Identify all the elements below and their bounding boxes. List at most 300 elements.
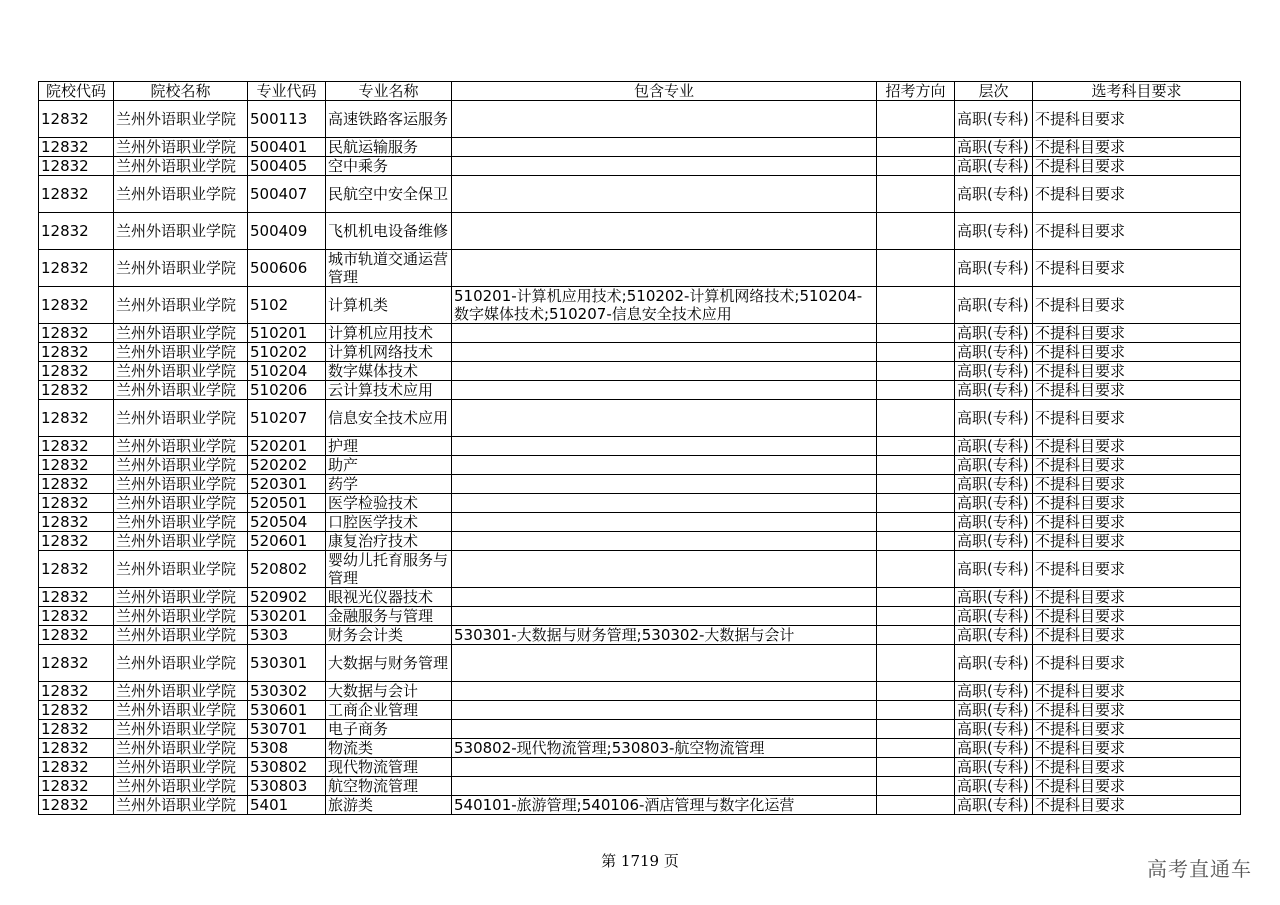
cell-included-majors — [452, 138, 877, 157]
cell-level-text: 高职(专科) — [957, 607, 1029, 625]
cell-school-code-text: 12832 — [41, 682, 89, 700]
cell-school-name — [114, 777, 248, 796]
cell-major-code-text: 510202 — [250, 343, 308, 361]
cell-level — [955, 475, 1033, 494]
cell-school-name-text: 兰州外语职业学院 — [116, 259, 237, 277]
cell-school-name-text: 兰州外语职业学院 — [116, 701, 237, 719]
cell-subject-requirement — [1033, 176, 1241, 213]
cell-subject-requirement-text: 不提科目要求 — [1035, 456, 1126, 474]
cell-level — [955, 157, 1033, 176]
cell-major-code-text: 520601 — [250, 532, 308, 550]
cell-major-name-text: 航空物流管理 — [328, 777, 419, 795]
cell-school-name — [114, 645, 248, 682]
cell-major-name-text: 城市轨道交通运营管理 — [328, 250, 449, 286]
cell-major-code-text: 520504 — [250, 513, 308, 531]
header-row — [39, 82, 1241, 101]
cell-level-text: 高职(专科) — [957, 138, 1029, 156]
cell-included-majors — [452, 157, 877, 176]
cell-included-majors — [452, 250, 877, 287]
table-row — [39, 720, 1241, 739]
cell-major-code-text: 500401 — [250, 138, 308, 156]
cell-level — [955, 682, 1033, 701]
cell-major-code — [248, 213, 326, 250]
cell-major-name — [326, 475, 452, 494]
cell-level — [955, 343, 1033, 362]
cell-direction — [877, 739, 955, 758]
table-row — [39, 176, 1241, 213]
cell-level-text: 高职(专科) — [957, 494, 1029, 512]
cell-direction — [877, 362, 955, 381]
cell-level — [955, 400, 1033, 437]
cell-major-name-text: 康复治疗技术 — [328, 532, 419, 550]
cell-school-name — [114, 213, 248, 250]
cell-major-name-text: 云计算技术应用 — [328, 381, 434, 399]
cell-school-name — [114, 343, 248, 362]
cell-level-text: 高职(专科) — [957, 532, 1029, 550]
cell-school-name-text: 兰州外语职业学院 — [116, 607, 237, 625]
cell-major-name — [326, 456, 452, 475]
cell-major-name — [326, 176, 452, 213]
cell-level-text: 高职(专科) — [957, 682, 1029, 700]
cell-level-text: 高职(专科) — [957, 110, 1029, 128]
cell-major-code-text: 500606 — [250, 259, 308, 277]
cell-major-name — [326, 682, 452, 701]
cell-level — [955, 758, 1033, 777]
cell-major-code-text: 530302 — [250, 682, 308, 700]
cell-major-name-text: 财务会计类 — [328, 626, 404, 644]
cell-subject-requirement — [1033, 400, 1241, 437]
cell-school-code-text: 12832 — [41, 475, 89, 493]
cell-level — [955, 287, 1033, 324]
cell-subject-requirement-text: 不提科目要求 — [1035, 185, 1126, 203]
cell-school-code-text: 12832 — [41, 343, 89, 361]
cell-major-code-text: 5303 — [250, 626, 289, 644]
cell-school-code-text: 12832 — [41, 796, 89, 814]
cell-major-name — [326, 381, 452, 400]
cell-school-code-text: 12832 — [41, 758, 89, 776]
cell-major-name — [326, 551, 452, 588]
header-school-code: 院校代码 — [39, 82, 114, 101]
cell-major-name — [326, 739, 452, 758]
cell-level-text: 高职(专科) — [957, 381, 1029, 399]
cell-level-text: 高职(专科) — [957, 701, 1029, 719]
table-row — [39, 551, 1241, 588]
table-row — [39, 475, 1241, 494]
cell-direction — [877, 513, 955, 532]
cell-level — [955, 626, 1033, 645]
cell-school-code — [39, 588, 114, 607]
table-row — [39, 739, 1241, 758]
watermark-logo: 高考直通车 — [1147, 857, 1252, 881]
table-row — [39, 101, 1241, 138]
cell-school-name-text: 兰州外语职业学院 — [116, 381, 237, 399]
cell-level — [955, 494, 1033, 513]
cell-included-majors — [452, 532, 877, 551]
cell-school-name-text: 兰州外语职业学院 — [116, 343, 237, 361]
cell-major-code — [248, 250, 326, 287]
cell-level-text: 高职(专科) — [957, 513, 1029, 531]
cell-major-name-text: 大数据与财务管理 — [328, 654, 449, 672]
cell-direction — [877, 701, 955, 720]
cell-major-name — [326, 513, 452, 532]
cell-major-code — [248, 626, 326, 645]
cell-included-majors — [452, 324, 877, 343]
cell-major-name-text: 旅游类 — [328, 796, 374, 814]
cell-subject-requirement — [1033, 739, 1241, 758]
cell-direction — [877, 777, 955, 796]
header-subject-requirement: 选考科目要求 — [1033, 82, 1241, 101]
page-number: 第 1719 页 — [601, 852, 679, 870]
cell-major-code-text: 500409 — [250, 222, 308, 240]
cell-school-code-text: 12832 — [41, 138, 89, 156]
cell-subject-requirement — [1033, 287, 1241, 324]
cell-major-name — [326, 157, 452, 176]
cell-level-text: 高职(专科) — [957, 626, 1029, 644]
cell-school-name — [114, 682, 248, 701]
cell-school-code — [39, 138, 114, 157]
cell-school-name — [114, 796, 248, 815]
cell-school-name — [114, 324, 248, 343]
cell-direction — [877, 796, 955, 815]
cell-school-code — [39, 362, 114, 381]
cell-major-code — [248, 138, 326, 157]
cell-major-code-text: 520501 — [250, 494, 308, 512]
cell-major-code — [248, 588, 326, 607]
cell-major-name — [326, 701, 452, 720]
table-row — [39, 250, 1241, 287]
cell-major-name — [326, 777, 452, 796]
cell-level — [955, 720, 1033, 739]
cell-major-code-text: 5401 — [250, 796, 289, 814]
cell-level — [955, 513, 1033, 532]
cell-school-name — [114, 588, 248, 607]
table-row — [39, 758, 1241, 777]
cell-school-code — [39, 607, 114, 626]
cell-major-code — [248, 532, 326, 551]
cell-major-code-text: 530601 — [250, 701, 308, 719]
cell-major-code — [248, 287, 326, 324]
cell-school-code-text: 12832 — [41, 654, 89, 672]
cell-school-name — [114, 739, 248, 758]
cell-school-name-text: 兰州外语职业学院 — [116, 475, 237, 493]
cell-major-code — [248, 456, 326, 475]
cell-level — [955, 588, 1033, 607]
cell-level — [955, 532, 1033, 551]
cell-school-name — [114, 287, 248, 324]
cell-subject-requirement — [1033, 138, 1241, 157]
cell-subject-requirement-text: 不提科目要求 — [1035, 110, 1126, 128]
cell-subject-requirement-text: 不提科目要求 — [1035, 532, 1126, 550]
cell-included-majors — [452, 343, 877, 362]
cell-school-code — [39, 796, 114, 815]
cell-school-code — [39, 381, 114, 400]
cell-school-code — [39, 720, 114, 739]
cell-level — [955, 739, 1033, 758]
table-row — [39, 362, 1241, 381]
cell-school-name — [114, 758, 248, 777]
cell-major-code-text: 500407 — [250, 185, 308, 203]
cell-school-code — [39, 101, 114, 138]
cell-major-name-text: 工商企业管理 — [328, 701, 419, 719]
cell-major-code — [248, 758, 326, 777]
cell-direction — [877, 475, 955, 494]
cell-included-majors — [452, 720, 877, 739]
table-row — [39, 645, 1241, 682]
cell-level — [955, 101, 1033, 138]
cell-level-text: 高职(专科) — [957, 296, 1029, 314]
cell-school-code — [39, 213, 114, 250]
cell-direction — [877, 607, 955, 626]
header-major-code: 专业代码 — [248, 82, 326, 101]
cell-direction — [877, 758, 955, 777]
table-row — [39, 588, 1241, 607]
cell-subject-requirement — [1033, 362, 1241, 381]
cell-subject-requirement-text: 不提科目要求 — [1035, 362, 1126, 380]
cell-included-majors — [452, 101, 877, 138]
cell-major-name-text: 高速铁路客运服务 — [328, 110, 449, 128]
cell-level — [955, 456, 1033, 475]
cell-school-code — [39, 513, 114, 532]
cell-major-code-text: 530301 — [250, 654, 308, 672]
cell-subject-requirement — [1033, 324, 1241, 343]
header-major-name: 专业名称 — [326, 82, 452, 101]
cell-school-name — [114, 513, 248, 532]
cell-school-code-text: 12832 — [41, 259, 89, 277]
cell-school-code — [39, 287, 114, 324]
cell-major-name-text: 护理 — [328, 437, 359, 455]
cell-level-text: 高职(专科) — [957, 777, 1029, 795]
cell-included-majors — [452, 701, 877, 720]
cell-major-name-text: 电子商务 — [328, 720, 389, 738]
cell-school-name — [114, 400, 248, 437]
cell-school-name-text: 兰州外语职业学院 — [116, 682, 237, 700]
cell-school-name-text: 兰州外语职业学院 — [116, 560, 237, 578]
cell-major-code-text: 520202 — [250, 456, 308, 474]
cell-major-name-text: 口腔医学技术 — [328, 513, 419, 531]
cell-major-name-text: 婴幼儿托育服务与管理 — [328, 551, 449, 587]
cell-school-code — [39, 494, 114, 513]
cell-direction — [877, 588, 955, 607]
cell-major-code-text: 520802 — [250, 560, 308, 578]
cell-level-text: 高职(专科) — [957, 720, 1029, 738]
cell-subject-requirement-text: 不提科目要求 — [1035, 796, 1126, 814]
cell-school-code-text: 12832 — [41, 185, 89, 203]
cell-subject-requirement-text: 不提科目要求 — [1035, 758, 1126, 776]
cell-subject-requirement — [1033, 720, 1241, 739]
cell-subject-requirement-text: 不提科目要求 — [1035, 259, 1126, 277]
table-row — [39, 682, 1241, 701]
cell-major-code — [248, 551, 326, 588]
cell-school-code — [39, 532, 114, 551]
cell-subject-requirement — [1033, 551, 1241, 588]
cell-included-majors-text: 540101-旅游管理;540106-酒店管理与数字化运营 — [454, 796, 795, 814]
cell-school-code-text: 12832 — [41, 157, 89, 175]
cell-subject-requirement — [1033, 101, 1241, 138]
cell-subject-requirement — [1033, 588, 1241, 607]
cell-level-text: 高职(专科) — [957, 222, 1029, 240]
cell-subject-requirement — [1033, 213, 1241, 250]
table-row — [39, 287, 1241, 324]
table-row — [39, 138, 1241, 157]
cell-subject-requirement-text: 不提科目要求 — [1035, 343, 1126, 361]
cell-school-code — [39, 324, 114, 343]
cell-major-name-text: 物流类 — [328, 739, 374, 757]
cell-major-name — [326, 250, 452, 287]
cell-level-text: 高职(专科) — [957, 456, 1029, 474]
cell-major-name-text: 民航运输服务 — [328, 138, 419, 156]
cell-included-majors — [452, 437, 877, 456]
cell-school-name-text: 兰州外语职业学院 — [116, 720, 237, 738]
cell-subject-requirement — [1033, 494, 1241, 513]
cell-major-name-text: 民航空中安全保卫 — [328, 185, 449, 203]
cell-included-majors — [452, 626, 877, 645]
cell-school-code — [39, 682, 114, 701]
cell-major-name-text: 信息安全技术应用 — [328, 409, 449, 427]
cell-school-code — [39, 777, 114, 796]
cell-major-code — [248, 513, 326, 532]
cell-direction — [877, 250, 955, 287]
cell-major-code — [248, 682, 326, 701]
cell-major-code — [248, 475, 326, 494]
header-included-majors: 包含专业 — [452, 82, 877, 101]
cell-school-name-text: 兰州外语职业学院 — [116, 626, 237, 644]
cell-level — [955, 213, 1033, 250]
cell-school-name-text: 兰州外语职业学院 — [116, 758, 237, 776]
cell-subject-requirement — [1033, 626, 1241, 645]
cell-school-name-text: 兰州外语职业学院 — [116, 110, 237, 128]
cell-level-text: 高职(专科) — [957, 324, 1029, 342]
cell-school-name-text: 兰州外语职业学院 — [116, 222, 237, 240]
cell-major-code — [248, 701, 326, 720]
cell-school-code — [39, 400, 114, 437]
table-row — [39, 437, 1241, 456]
cell-major-name — [326, 494, 452, 513]
cell-major-name — [326, 213, 452, 250]
table-row — [39, 532, 1241, 551]
cell-subject-requirement — [1033, 532, 1241, 551]
cell-included-majors — [452, 777, 877, 796]
cell-major-code-text: 5308 — [250, 739, 289, 757]
cell-school-code — [39, 176, 114, 213]
cell-school-code-text: 12832 — [41, 777, 89, 795]
cell-major-name-text: 金融服务与管理 — [328, 607, 434, 625]
cell-school-name — [114, 381, 248, 400]
cell-major-code-text: 530701 — [250, 720, 308, 738]
cell-subject-requirement-text: 不提科目要求 — [1035, 626, 1126, 644]
cell-major-name — [326, 645, 452, 682]
cell-major-code — [248, 437, 326, 456]
cell-major-code-text: 500405 — [250, 157, 308, 175]
cell-direction — [877, 381, 955, 400]
cell-level — [955, 701, 1033, 720]
cell-major-name — [326, 758, 452, 777]
table-body — [39, 101, 1241, 815]
cell-major-name-text: 数字媒体技术 — [328, 362, 419, 380]
cell-major-name — [326, 437, 452, 456]
cell-direction — [877, 343, 955, 362]
cell-school-name — [114, 437, 248, 456]
cell-included-majors — [452, 213, 877, 250]
cell-level — [955, 796, 1033, 815]
cell-direction — [877, 626, 955, 645]
cell-school-name-text: 兰州外语职业学院 — [116, 494, 237, 512]
cell-subject-requirement — [1033, 796, 1241, 815]
cell-major-name — [326, 400, 452, 437]
cell-major-code-text: 530201 — [250, 607, 308, 625]
cell-subject-requirement — [1033, 437, 1241, 456]
cell-school-name — [114, 551, 248, 588]
table-row — [39, 456, 1241, 475]
table-row — [39, 494, 1241, 513]
admission-table — [38, 81, 1241, 815]
cell-school-name — [114, 607, 248, 626]
cell-major-name — [326, 101, 452, 138]
cell-included-majors — [452, 287, 877, 324]
cell-subject-requirement — [1033, 343, 1241, 362]
cell-subject-requirement-text: 不提科目要求 — [1035, 654, 1126, 672]
cell-major-name — [326, 324, 452, 343]
cell-major-code — [248, 796, 326, 815]
cell-major-code — [248, 607, 326, 626]
cell-major-name-text: 计算机应用技术 — [328, 324, 434, 342]
cell-major-code-text: 500113 — [250, 110, 308, 128]
cell-major-code-text: 510206 — [250, 381, 308, 399]
cell-major-code-text: 510204 — [250, 362, 308, 380]
cell-level — [955, 607, 1033, 626]
cell-major-name-text: 计算机类 — [328, 296, 389, 314]
cell-subject-requirement-text: 不提科目要求 — [1035, 437, 1126, 455]
cell-major-name-text: 大数据与会计 — [328, 682, 419, 700]
cell-school-name — [114, 456, 248, 475]
cell-subject-requirement — [1033, 682, 1241, 701]
cell-included-majors-text: 530301-大数据与财务管理;530302-大数据与会计 — [454, 626, 795, 644]
cell-school-name — [114, 250, 248, 287]
cell-subject-requirement-text: 不提科目要求 — [1035, 607, 1126, 625]
cell-major-name-text: 飞机机电设备维修 — [328, 222, 449, 240]
table-row — [39, 513, 1241, 532]
cell-school-name — [114, 720, 248, 739]
cell-included-majors-text: 510201-计算机应用技术;510202-计算机网络技术;510204-数字媒体技术;510207-信息安全技术应用 — [454, 287, 863, 323]
cell-subject-requirement-text: 不提科目要求 — [1035, 682, 1126, 700]
cell-school-name-text: 兰州外语职业学院 — [116, 532, 237, 550]
cell-school-code — [39, 739, 114, 758]
cell-level-text: 高职(专科) — [957, 157, 1029, 175]
cell-school-name-text: 兰州外语职业学院 — [116, 513, 237, 531]
cell-school-code — [39, 758, 114, 777]
cell-school-name — [114, 701, 248, 720]
cell-level — [955, 777, 1033, 796]
cell-subject-requirement-text: 不提科目要求 — [1035, 701, 1126, 719]
cell-major-name — [326, 362, 452, 381]
cell-level-text: 高职(专科) — [957, 560, 1029, 578]
cell-level — [955, 362, 1033, 381]
cell-school-name — [114, 176, 248, 213]
cell-direction — [877, 645, 955, 682]
cell-level — [955, 437, 1033, 456]
cell-school-name-text: 兰州外语职业学院 — [116, 739, 237, 757]
cell-major-name — [326, 607, 452, 626]
cell-major-code-text: 520201 — [250, 437, 308, 455]
cell-major-code — [248, 101, 326, 138]
cell-major-code-text: 520301 — [250, 475, 308, 493]
cell-level-text: 高职(专科) — [957, 739, 1029, 757]
cell-subject-requirement — [1033, 456, 1241, 475]
cell-major-name-text: 空中乘务 — [328, 157, 389, 175]
cell-school-name-text: 兰州外语职业学院 — [116, 437, 237, 455]
cell-direction — [877, 324, 955, 343]
cell-major-code-text: 520902 — [250, 588, 308, 606]
cell-level-text: 高职(专科) — [957, 343, 1029, 361]
